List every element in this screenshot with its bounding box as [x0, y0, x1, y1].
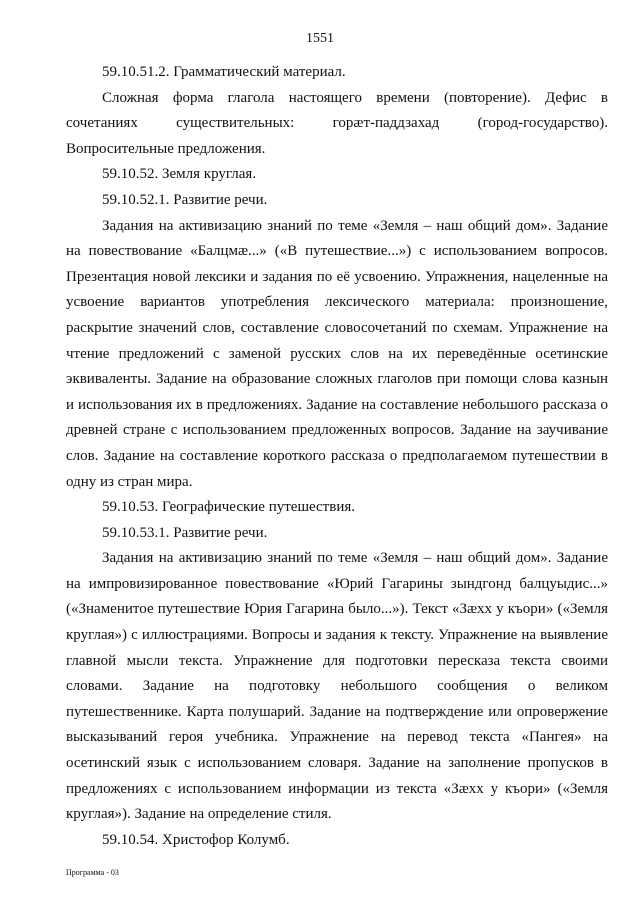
section-heading-59-10-52-1: 59.10.52.1. Развитие речи.	[102, 191, 268, 208]
grammar-paragraph: Сложная форма глагола настоящего времени (повторение). Дефис в сочетаниях существительных: горæт-паддзахад (город-государство). Вопросительные предложения.	[66, 89, 608, 157]
section-heading-59-10-52: 59.10.52. Земля круглая.	[102, 166, 257, 183]
section-heading-59-10-51-2: 59.10.51.2. Грамматический материал.	[102, 64, 346, 80]
section-heading-59-10-53: 59.10.53. Географические путешествия.	[102, 499, 355, 516]
section-heading-59-10-54: 59.10.54. Христофор Колумб.	[102, 831, 290, 848]
page-number: 1551	[306, 31, 334, 46]
speech-development-paragraph-2: Задания на активизацию знаний по теме «Земля – наш общий дом». Задание на импровизированное повествование «Юрий Гагарины зындгонд балцуыдис...» («Знаменитое путешествие Юрия Гагарина было...»). Текст «Зæхх у къори» («Земля круглая») с иллюстрациями. Вопросы и задания к тексту. Упражнение на выявление главной мысли текста. Упражнение для подготовки пересказа текста своими словами. Задание на подготовку небольшого сообщения о великом путешественнике. Карта полушарий. Задание на подтверждение или опровержение высказываний героя учебника. Упражнение на перевод текста «Пангея» на осетинский язык с использованием словаря. Задание на заполнение пропусков в предложениях с использованием информации из текста «Зæхх у къори» («Земля круглая»). Задание на определение стиля.	[66, 550, 608, 823]
section-heading-59-10-53-1: 59.10.53.1. Развитие речи.	[102, 524, 268, 541]
body-text	[66, 60, 608, 853]
footer-program-label: Программа - 03	[66, 868, 119, 877]
speech-development-paragraph-1: Задания на активизацию знаний по теме «Земля – наш общий дом». Задание на повествование «Балцмæ...» («В путешествие...») с использованием вопросов. Презентация новой лексики и задания по её усвоению. Упражнения, нацеленные на усвоение вариантов употребления лексического материала: произношение, раскрытие значений слов, составление словосочетаний по схемам. Упражнение на чтение предложений с заменой русских слов на их переведённые осетинские эквиваленты. Задание на образование сложных глаголов при помощи слова казнын и использования их в предложениях. Задание на составление небольшого рассказа о древней стране с использованием предложенных вопросов. Задание на заучивание слов. Задание на составление короткого рассказа о предполагаемом путешествии в одну из стран мира.	[66, 217, 608, 490]
